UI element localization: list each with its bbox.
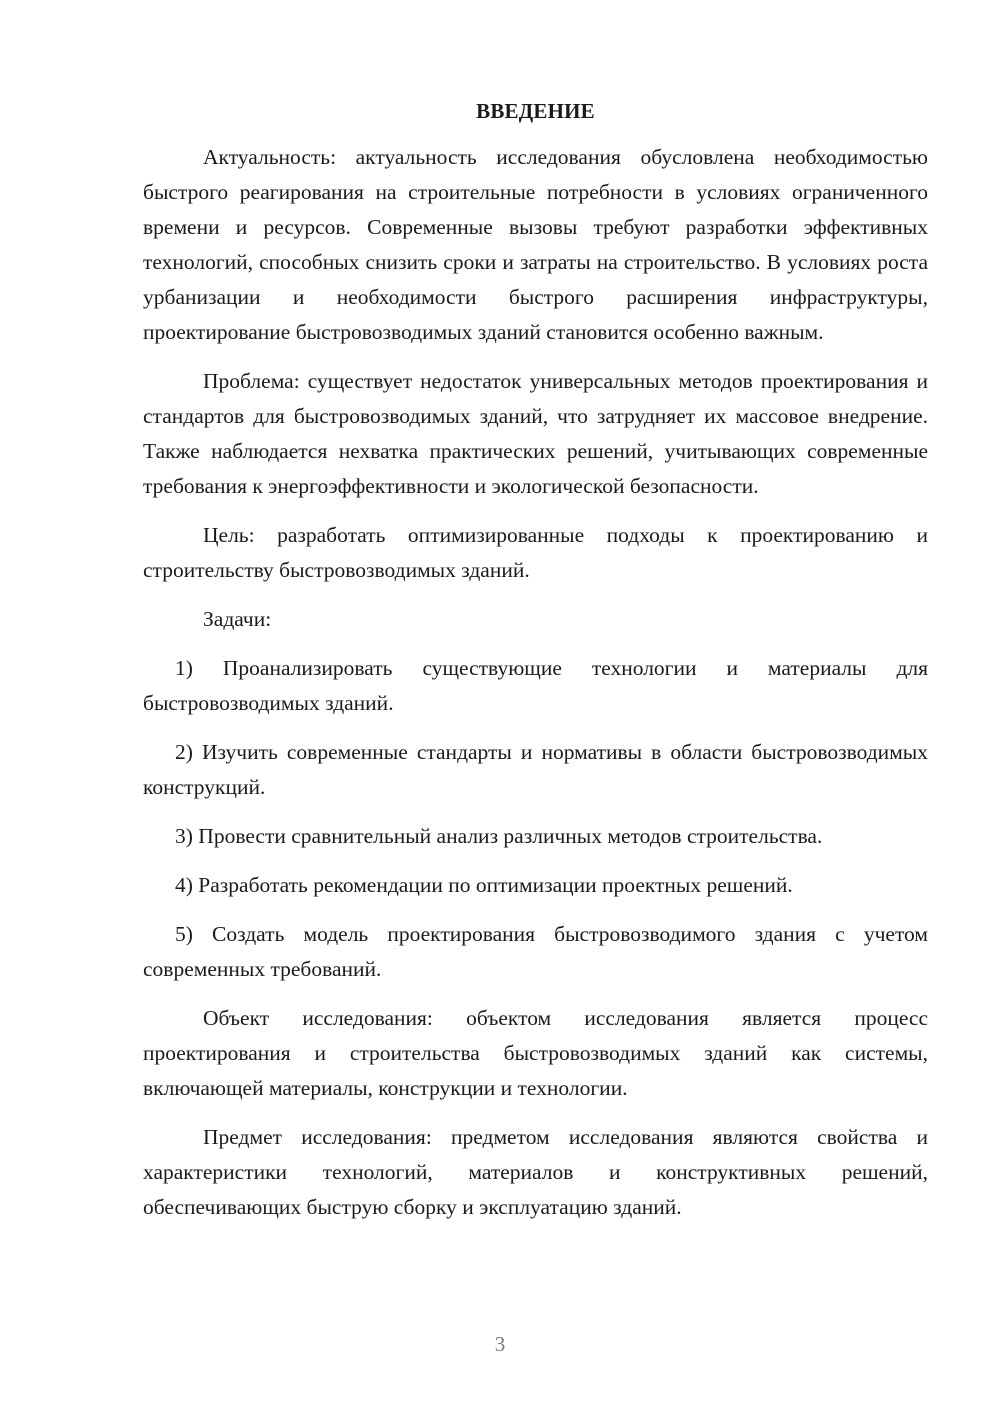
task-item-3 (143, 819, 928, 854)
paragraph-problem: Проблема: существует недостаток универсальных методов проектирования и стандартов для быстровозводимых зданий, что затрудняет их массовое внедрение. Также наблюдается нехватка практических решений, учитывающих современные требования к энергоэффективности и экологической безопасности. (143, 369, 928, 498)
task-text: Проанализировать существующие технологии и материалы для быстровозводимых зданий. (143, 656, 928, 715)
task-number: 2) (175, 740, 193, 764)
task-text: Создать модель проектирования быстровозводимого здания с учетом современных требований. (143, 922, 928, 981)
task-item-4 (143, 868, 928, 903)
paragraph-relevance: Актуальность: актуальность исследования обусловлена необходимостью быстрого реагирования на строительные потребности в условиях ограниченного времени и ресурсов. Современные вызовы требуют разработки эффективных технологий, способных снизить сроки и затраты на строительство. В условиях роста урбанизации и необходимости быстрого расширения инфраструктуры, проектирование быстровозводимых зданий становится особенно важным. (143, 145, 928, 344)
page-title: ВВЕДЕНИЕ (476, 99, 595, 123)
task-text: Провести сравнительный анализ различных методов строительства. (198, 824, 823, 848)
tasks-heading: Задачи: (203, 607, 272, 631)
task-item-1 (143, 651, 928, 721)
paragraph-object: Объект исследования: объектом исследования является процесс проектирования и строительства быстровозводимых зданий как системы, включающей материалы, конструкции и технологии. (143, 1006, 928, 1100)
task-text: Разработать рекомендации по оптимизации проектных решений. (198, 873, 793, 897)
paragraph-goal: Цель: разработать оптимизированные подходы к проектированию и строительству быстровозводимых зданий. (143, 523, 928, 582)
task-number: 5) (175, 922, 193, 946)
task-number: 3) (175, 824, 193, 848)
page-number: 3 (494, 1332, 506, 1356)
task-text: Изучить современные стандарты и нормативы в области быстровозводимых конструкций. (143, 740, 928, 799)
task-number: 1) (175, 656, 193, 680)
task-number: 4) (175, 873, 193, 897)
paragraph-subject: Предмет исследования: предметом исследования являются свойства и характеристики технологий, материалов и конструктивных решений, обеспечивающих быструю сборку и эксплуатацию зданий. (143, 1125, 928, 1219)
task-item-2 (143, 735, 928, 805)
page-content (143, 96, 928, 1239)
task-item-5 (143, 917, 928, 987)
